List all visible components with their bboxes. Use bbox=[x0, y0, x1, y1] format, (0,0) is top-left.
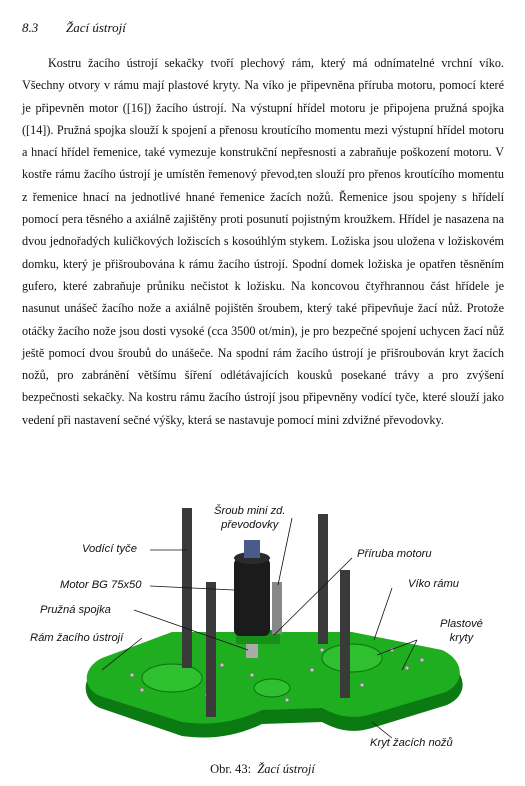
cover-center bbox=[254, 679, 290, 697]
label-ram: Rám žacího ústrojí bbox=[30, 632, 124, 644]
figure-caption bbox=[0, 762, 525, 777]
body-paragraph: Kostru žacího ústrojí sekačky tvoří plechový rám, který má odnímatelné vrchní víko. Všechny otvory v rámu mají plastové kryty. Na víko je připevněna příruba motoru, pomocí které je připevněn motor ([16]) žacího ústrojí. Na výstupní hřídel motoru je připojena pružná spojka ([14]). Pružná spojka slouží k spojení a přenosu kroutícího momentu mezi výstupní hřídel motoru a hnací hřídel řemenice, také vymezuje konstrukční nepřesnosti a zabraňuje poškození motoru. V kostře rámu žacího ústrojí je umístěn řemenový převod,ten slouží pro přenos kroutícího momentu z řemenice hnací na jednotlivé hnané řemenice žacích nožů. Řemenice jsou spojeny s hřídelí pomocí pera těsného a axiálně zajištěny proti posunutí pojistným kroužkem. Hřídel je nasazena na dvou jednořadých kuličkových ložiscích s kosoúhlým stykem. Ložiska jsou uložena v ložiskovém domku, který je přišroubována k rámu žacího ústrojí. Spodní domek ložiska je opatřen těsněním gufero, které zabraňuje průniku nečistot k ložisku. Na koncovou čtyřhrannou část hřídele je nasunut unášeč žacího nože a axiálně pojištěn šroubem, který také připevňuje žací nůž. Protože otáčky žacího nože jsou dosti vysoké (cca 3500 ot/min), je pro bezpečné spojení uchycen žací nůž ještě pomocí dvou šroubů do unášeče. Na spodní rám žacího ústrojí je přišroubován kryt žacích nožů, pro zabránění většímu šíření odlétávajících kousků posekané trávy a pro zvýšení bezpečnosti sekačky. Na kostru rámu žacího ústrojí jsou připevněny vodící tyče, které slouží jako vedení při nastavení sečné výšky, která se nastavuje pomocí mini zdvižné převodovky. bbox=[22, 56, 504, 427]
label-sroub: Šroub mini zd. převodovky bbox=[214, 505, 286, 531]
label-motor: Motor BG 75x50 bbox=[60, 579, 142, 591]
label-vodici-tyce: Vodící tyče bbox=[82, 543, 137, 555]
caption-prefix: Obr. 43: bbox=[210, 762, 252, 776]
cover-right bbox=[322, 644, 382, 672]
cover-left bbox=[142, 664, 202, 692]
section-title: Žací ústrojí bbox=[66, 20, 126, 35]
flexible-coupling bbox=[246, 644, 258, 658]
label-viko: Víko rámu bbox=[408, 578, 459, 590]
caption-text: Žací ústrojí bbox=[257, 762, 315, 776]
motor-cap bbox=[244, 540, 260, 558]
label-priruba: Příruba motoru bbox=[357, 548, 432, 560]
section-heading bbox=[22, 20, 126, 36]
section-number: 8.3 bbox=[22, 20, 39, 35]
figure-mowing-unit bbox=[22, 490, 502, 760]
rod-left-front bbox=[206, 582, 216, 717]
gearbox bbox=[272, 582, 282, 634]
motor-body bbox=[234, 558, 270, 636]
rod-right-front bbox=[340, 570, 350, 698]
rod-right-back bbox=[318, 514, 328, 644]
label-kryt: Kryt žacích nožů bbox=[370, 737, 453, 749]
label-plastove-kryty: Plastové kryty bbox=[440, 618, 483, 644]
label-spojka: Pružná spojka bbox=[40, 604, 111, 616]
